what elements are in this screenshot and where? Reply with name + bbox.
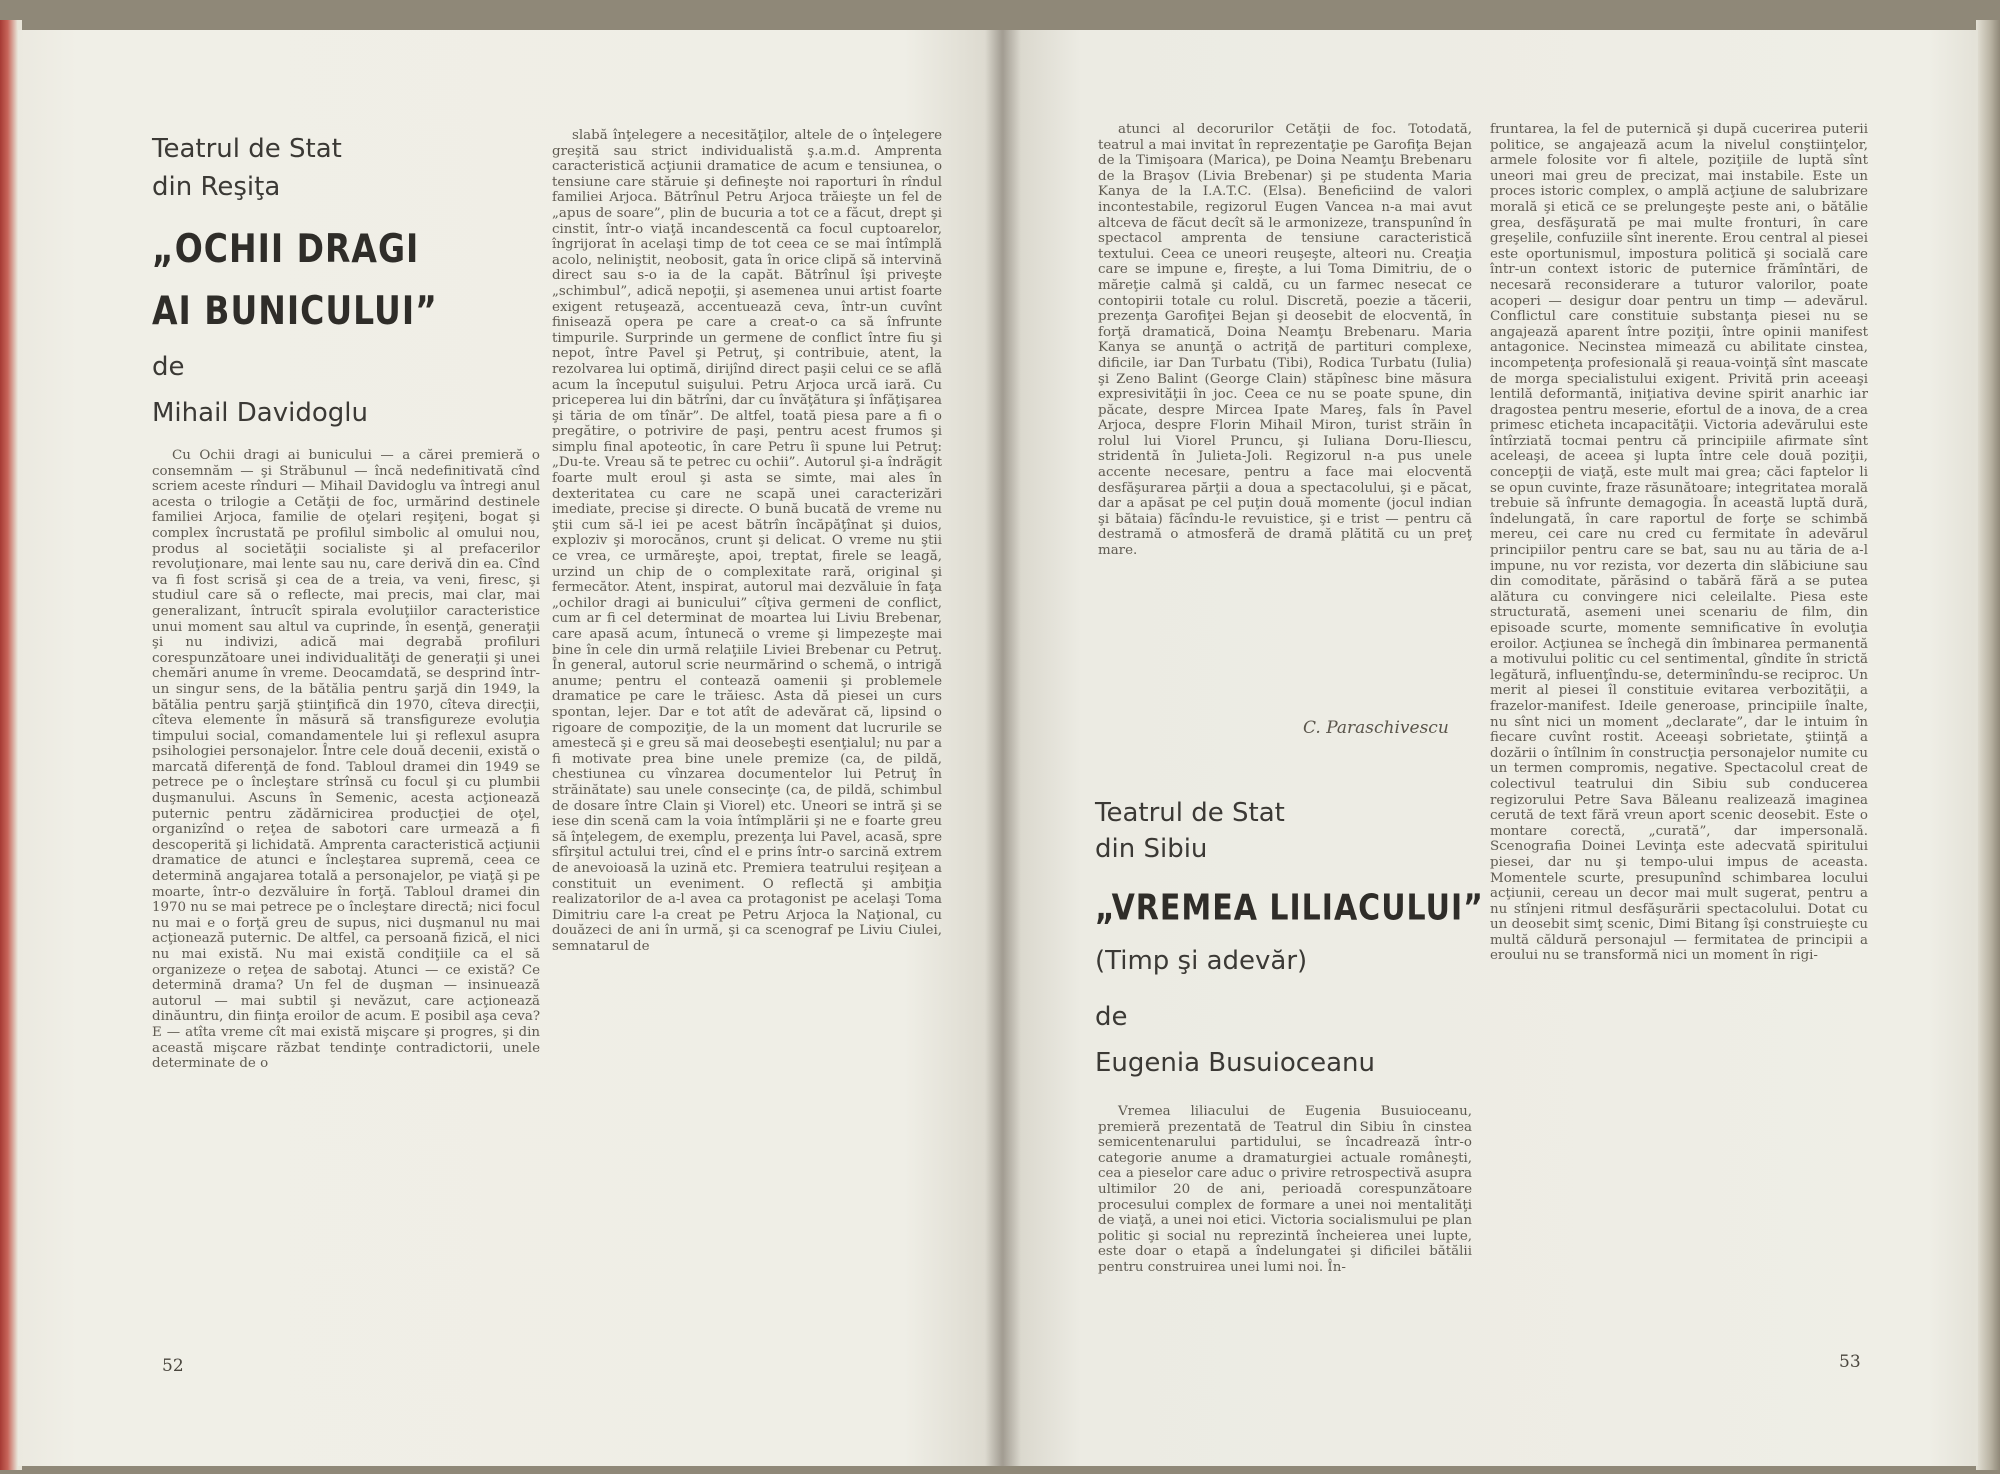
book-gutter <box>985 30 1021 1466</box>
left-theatre-line1: Teatrul de Stat <box>152 134 342 164</box>
left-author: Mihail Davidoglu <box>152 398 368 428</box>
left-page <box>18 30 1003 1466</box>
left-theatre-line2: din Reşiţa <box>152 172 281 202</box>
right-column-1-lower-text: Vremea liliacului de Eugenia Busuioceanu, premieră prezentată de Teatrul din Sibiu în cinstea semicentenarului partidului, se încadrează într-o categorie anume a dramaturgiei actuale româneşti, cea a pieselor care aduc o privire retrospectivă asupra ultimilor 20 de ani, perioadă corespunzătoare procesului complex de formare a unei noi mentalităţi de viaţă, a unei noi etici. Victoria socialismului pe plan politic şi social nu reprezintă încheierea unei lupte, este doar o etapă a îndelungatei şi dificilei bătălii pentru construirea unei lumi noi. În- <box>1098 1104 1472 1275</box>
right-column-2-text: fruntarea, la fel de puternică şi după cucerirea puterii politice, se angajează acum la nivelul conştiinţelor, armele folosite vor fi altele, poziţiile de luptă sînt uneori mai greu de precizat, mai instabile. Este un proces istoric complex, o amplă acţiune de salubrizare morală şi etică ce se prelungeşte peste ani, o bătălie grea, desfăşurată pe mai multe fronturi, în care greşelile, confuziile sînt inerente. Erou central al piesei este oportunismul, impostura politică şi socială care într-un context istoric de puternice frămîntări, de necesară reconsiderare a tuturor valorilor, poate acoperi — desigur doar pentru un timp — adevărul. Conflictul care constituie substanţa piesei nu se angajează aparent între poziţii, între opinii manifest antagonice. Necinstea mimează cu abilitate cinstea, incompetenţa profesională şi reaua-voinţă sînt mascate de morga specialistului exigent. Privită prin aceeaşi lentilă deformantă, iniţiativa devine spirit anarhic iar dragostea pentru meserie, efortul de a inova, de a crea primesc eticheta incapacităţii. Victoria adevărului este întîrziată tocmai pentru că principiile afirmate sînt aceleaşi, de aceea şi lupta între cele două poziţii, concepţii de viaţă, este mult mai grea; căci faptelor li se opun cuvinte, fraze răsunătoare; integritatea morală trebuie să înfrunte demagogia. În această luptă dură, îndelungată, în care raportul de forţe se schimbă mereu, cei care nu cred cu fermitate în adevărul principiilor pentru care se bat, sau nu au tăria de a-l impune, nu vor rezista, vor dezerta din slăbiciune sau din comoditate, părăsind o tabără fără a se putea alătura cu convingere nici celeilalte. Piesa este structurată, asemeni unei scenariu de film, din episoade scurte, momente semnificative în evoluţia eroilor. Acţiunea se închegă din îmbinarea permanentă a motivului politic cu cel sentimental, gîndite în strictă legătură, influenţîndu-se, determinîndu-se reciproc. Un merit al piesei îl constituie evitarea verbozităţii, a frazelor-manifest. Ideile generoase, principiile înalte, nu sînt nici un moment „declarate”, dar le intuim în fiecare cuvînt rostit. Aceeaşi sobrietate, ştiinţă a dozării o întîlnim în construcţia personajelor numite cu un termen compromis, negative. Spectacolul creat de colectivul teatrului din Sibiu sub conducerea regizorului Petre Sava Băleanu realizează imaginea cerută de text fără vreun aport scenic deosebit. Este o montare corectă, „curată”, dar impersonală. Scenografia Doinei Levinţa este adecvată spiritului piesei, dar nu şi tempo-ului impus de aceasta. Momentele scurte, presupunînd schimbarea locului acţiunii, cereau un decor mai mult sugerat, pentru a nu stînjeni ritmul desfăşurării spectacolului. Dotat cu un deosebit simţ scenic, Dimi Bitang îşi construieşte cu multă căldură personajul — fermitatea de principii a eroului nu se transformă nici un moment în rigi- <box>1490 122 1868 964</box>
review-signature: C. Paraschivescu <box>1303 718 1449 738</box>
left-de: de <box>152 352 185 382</box>
left-column-1-text: Cu Ochii dragi ai bunicului — a cărei premieră o consemnăm — şi Străbunul — încă nedefinitivată cînd scriem aceste rînduri — Mihail Davidoglu va întregi anul acesta o trilogie a Cetăţii de foc, urmărind destinele familiei Arjoca, familie de oţelari reşiţeni, bogat şi complex încrustată pe profilul simbolic al omului nou, produs al societăţii socialiste şi al prefacerilor revoluţionare, mai lente sau nu, care derivă din ea. Cînd va fi fost scrisă şi cea de a treia, va veni, firesc, şi studiul care să o reflecte, mai precis, mai clar, mai generalizant, întrucît spirala evoluţiilor caracteristice unui moment sau altul va cuprinde, în esenţă, generaţii şi nu indivizi, adică mai degrabă profiluri corespunzătoare unei individualităţi de generaţii şi unei chemări anume în vreme. Deocamdată, se desprind într-un singur sens, de la bătălia pentru şarjă din 1949, la bătălia pentru şarjă ştiinţifică din 1970, cîteva direcţii, cîteva elemente în măsură să transfigureze evoluţia timpului social, comandamentele lui şi reflexul asupra psihologiei personajelor. Între cele două decenii, există o marcată diferenţă de fond. Tabloul dramei din 1949 se petrece pe o încleştare strînsă cu focul şi cu plumbii duşmanului. Ascuns în Semenic, acesta acţionează puternic pentru zădărnicirea producţiei de oţel, organizînd o reţea de sabotori care urmează a fi descoperită şi lichidată. Amprenta caracteristică acţiunii dramatice de atunci e încleştarea supremă, ceea ce determină angajarea totală a personajelor, pe viaţă şi pe moarte, într-o dezvăluire în forţă. Tabloul dramei din 1970 nu se mai petrece pe o încleştare directă; nici focul nu mai e o forţă greu de supus, nici duşmanul nu mai acţionează puternic. De altfel, ca persoană fizică, el nici nu mai există. Nu mai există condiţiile ca el să organizeze o reţea de sabotaj. Atunci — ce există? Ce determină drama? Un fel de duşman — insinuează autorul — mai subtil şi nevăzut, care acţionează dinăuntru, din fiinţa eroilor de acum. E posibil aşa ceva? E — atîta vreme cît mai există mişcare şi progres, şi din această mişcare răzbat tendinţe contradictorii, unele determinate de o <box>152 448 540 1072</box>
right-play-subtitle: (Timp şi adevăr) <box>1095 946 1308 976</box>
right-theatre-line1: Teatrul de Stat <box>1095 798 1285 828</box>
right-book-edge <box>1976 20 2000 1470</box>
left-play-title-line2: AI BUNICULUI” <box>152 287 438 334</box>
right-page-number: 53 <box>1839 1352 1861 1372</box>
right-column-1-upper <box>1098 122 1472 730</box>
right-de: de <box>1095 1002 1128 1032</box>
left-column-1 <box>152 448 540 1366</box>
right-theatre-line2: din Sibiu <box>1095 834 1208 864</box>
right-column-1-lower <box>1098 1104 1472 1366</box>
right-page <box>1003 30 1978 1466</box>
right-play-title: „VREMEA LILIACULUI” <box>1095 887 1484 930</box>
left-column-2 <box>552 128 942 1366</box>
right-column-1-upper-text: atunci al decorurilor Cetăţii de foc. Totodată, teatrul a mai invitat în reprezentaţie pe Garofiţa Bejan de la Timişoara (Marica), pe Doina Neamţu Brebenaru de la Braşov (Livia Brebenar) şi pe studenta Maria Kanya de la I.A.T.C. (Elsa). Beneficiind de valori incontestabile, regizorul Eugen Vancea n-a mai avut altceva de făcut decît să le armonizeze, transpunînd în spectacol amprenta de tensiune caracteristică textului. Ceea ce uneori reuşeşte, alteori nu. Creaţia care se impune e, fireşte, a lui Toma Dimitriu, de o măreţie calmă şi caldă, cu un farmec nesecat ce contopirii totale cu rolul. Discretă, poezie a tăcerii, prezenţa Garofiţei Bejan şi deosebit de elocventă, în forţă dramatică, Doina Neamţu Brebenaru. Maria Kanya se anunţă o actriţă de partituri complexe, dificile, iar Dan Turbatu (Tibi), Rodica Turbatu (Iulia) şi Zeno Balint (George Clain) stăpînesc bine măsura expresivităţii în joc. Ceea ce nu se poate spune, din păcate, despre Mircea Ipate Mareş, fals în Pavel Arjoca, despre Florin Mihail Miron, turist străin în rolul lui Viorel Pruncu, şi Iuliana Doru-Iliescu, stridentă în Julieta-Joli. Regizorul n-a pus unele accente necesare, pentru a face mai elocventă desfăşurarea părţii a doua a spectacolului, şi e păcat, dar a apăsat pe cel puţin două momente (jocul indian şi bătaia) făcîndu-le revuistice, şi e trist — pentru că destramă o atmosferă de dramă plătită cu un preţ mare. <box>1098 122 1472 559</box>
right-column-2 <box>1490 122 1868 1366</box>
right-author: Eugenia Busuioceanu <box>1095 1048 1375 1078</box>
left-play-title-line1: „OCHII DRAGI <box>152 225 420 272</box>
left-column-2-text: slabă înţelegere a necesităţilor, altele de o înţelegere greşită sau strict individualistă ş.a.m.d. Amprenta caracteristică acţiunii dramatice de acum e tensiunea, o tensiune care stăruie şi defineşte noi raporturi în rîndul familiei Arjoca. Bătrînul Petru Arjoca trăieşte un fel de „apus de soare”, plin de bucuria a tot ce a făcut, drept şi cinstit, într-o viaţă incandescentă ca focul cuptoarelor, îngrijorat în acelaşi timp de tot ceea ce se mai întîmplă acolo, neliniştit, neobosit, gata în orice clipă să intervină direct sau s-o ia de la capăt. Bătrînul îşi priveşte „schimbul”, adică nepoţii, şi asemenea unui artist foarte exigent retuşează, accentuează ceva, într-un cuvînt finisează opera pe care a creat-o ca să înfrunte timpurile. Surprinde un germene de conflict între fiu şi nepot, între Pavel şi Petruţ, şi contribuie, atent, la rezolvarea lui optimă, dirijînd direct paşii celui ce se află acum la începutul suişului. Petru Arjoca urcă iară. Cu priceperea lui din bătrîni, dar cu învăţătura şi înfăţişarea şi tăria de om tînăr”. De altfel, toată piesa pare a fi o pregătire, o potrivire de paşi, pentru acest frumos şi simplu final apoteotic, în care Petru îi spune lui Petruţ: „Du-te. Vreau să te petrec cu ochii”. Autorul şi-a îndrăgit foarte mult eroul şi asta se simte, mai ales în dexteritatea cu care ne scapă unei caracterizări imediate, precise şi directe. O bună bucată de vreme nu ştii cum să-l iei pe acest bătrîn încăpăţînat şi duios, exploziv şi morocănos, crunt şi delicat. O vreme nu ştii ce vrea, ce urmăreşte, apoi, treptat, firele se leagă, urzind un chip de o complexitate rară, original şi fermecător. Atent, inspirat, autorul mai dezvăluie în faţa „ochilor dragi ai bunicului” cîţiva germeni de conflict, cum ar fi cel determinat de moartea lui Liviu Brebenar, care apasă acum, întunecă o vreme şi limpezeşte mai bine în cele din urmă relaţiile Liviei Brebenar cu Petruţ. În general, autorul scrie neurmărind o schemă, o intrigă anume; pentru el contează oamenii şi problemele dramatice pe care le trăiesc. Asta dă piesei un curs spontan, lejer. Dar e tot atît de adevărat că, lipsind o rigoare de compoziţie, de la un moment dat lucrurile se amestecă şi e greu să mai deosebeşti esenţialul; nu par a fi motivate prea bine unele premize (ca, de pildă, chestiunea cu vînzarea documentelor lui Petruţ în străinătate) sau unele consecinţe (ca, de pildă, schimbul de dosare între Clain şi Viorel) etc. Uneori se intră şi se iese din scenă cam la voia întîmplării şi ne e foarte greu să înţelegem, de exemplu, prezenţa lui Pavel, acasă, spre sfîrşitul actului trei, cînd el e prins într-o sarcină extrem de anevoioasă la uzină etc. Premiera teatrului reşiţean a constituit un eveniment. O reflectă şi ambiţia realizatorilor de a-l avea ca protagonist pe acelaşi Toma Dimitriu care l-a creat pe Petru Arjoca la Naţional, cu douăzeci de ani în urmă, şi ca scenograf pe Liviu Ciulei, semnatarul de <box>552 128 942 954</box>
left-page-number: 52 <box>162 1356 184 1376</box>
